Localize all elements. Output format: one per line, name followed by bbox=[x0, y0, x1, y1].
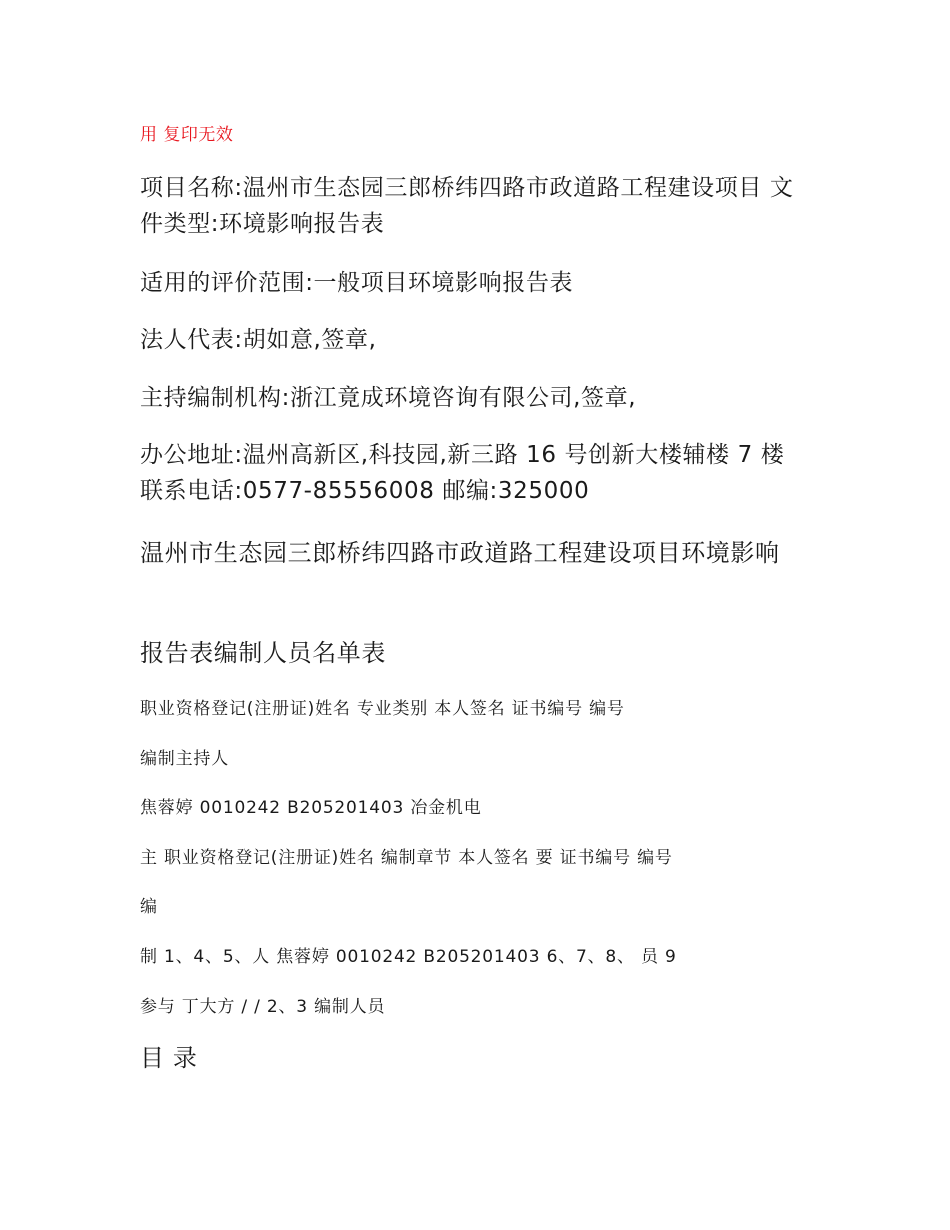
toc-heading: 目 录 bbox=[140, 1044, 198, 1072]
table-row: 编 bbox=[140, 897, 158, 917]
copy-notice: 用 复印无效 bbox=[140, 125, 234, 145]
table-row: 参与 丁大方 / / 2、3 编制人员 bbox=[140, 997, 386, 1017]
table-row: 焦蓉婷 0010242 B205201403 冶金机电 bbox=[140, 798, 482, 818]
table-row: 职业资格登记(注册证)姓名 专业类别 本人签名 证书编号 编号 bbox=[140, 699, 625, 719]
address-line: 办公地址:温州高新区,科技园,新三路 16 号创新大楼辅楼 7 楼 联系电话:0577-85556008 邮编:325000 bbox=[140, 442, 785, 504]
project-name-line: 项目名称:温州市生态园三郎桥纬四路市政道路工程建设项目 文件类型:环境影响报告表 bbox=[140, 175, 794, 237]
table-row: 主 职业资格登记(注册证)姓名 编制章节 本人签名 要 证书编号 编号 bbox=[140, 848, 673, 868]
table-row: 编制主持人 bbox=[140, 749, 229, 769]
scope-line: 适用的评价范围:一般项目环境影响报告表 bbox=[140, 270, 574, 296]
legal-representative-line: 法人代表:胡如意,签章, bbox=[140, 327, 377, 353]
table-row: 制 1、4、5、人 焦蓉婷 0010242 B205201403 6、7、8、 员 9 bbox=[140, 947, 677, 967]
organization-line: 主持编制机构:浙江竟成环境咨询有限公司,签章, bbox=[140, 385, 637, 411]
staff-table-title: 报告表编制人员名单表 bbox=[140, 639, 386, 667]
report-title: 温州市生态园三郎桥纬四路市政道路工程建设项目环境影响 bbox=[140, 539, 780, 567]
